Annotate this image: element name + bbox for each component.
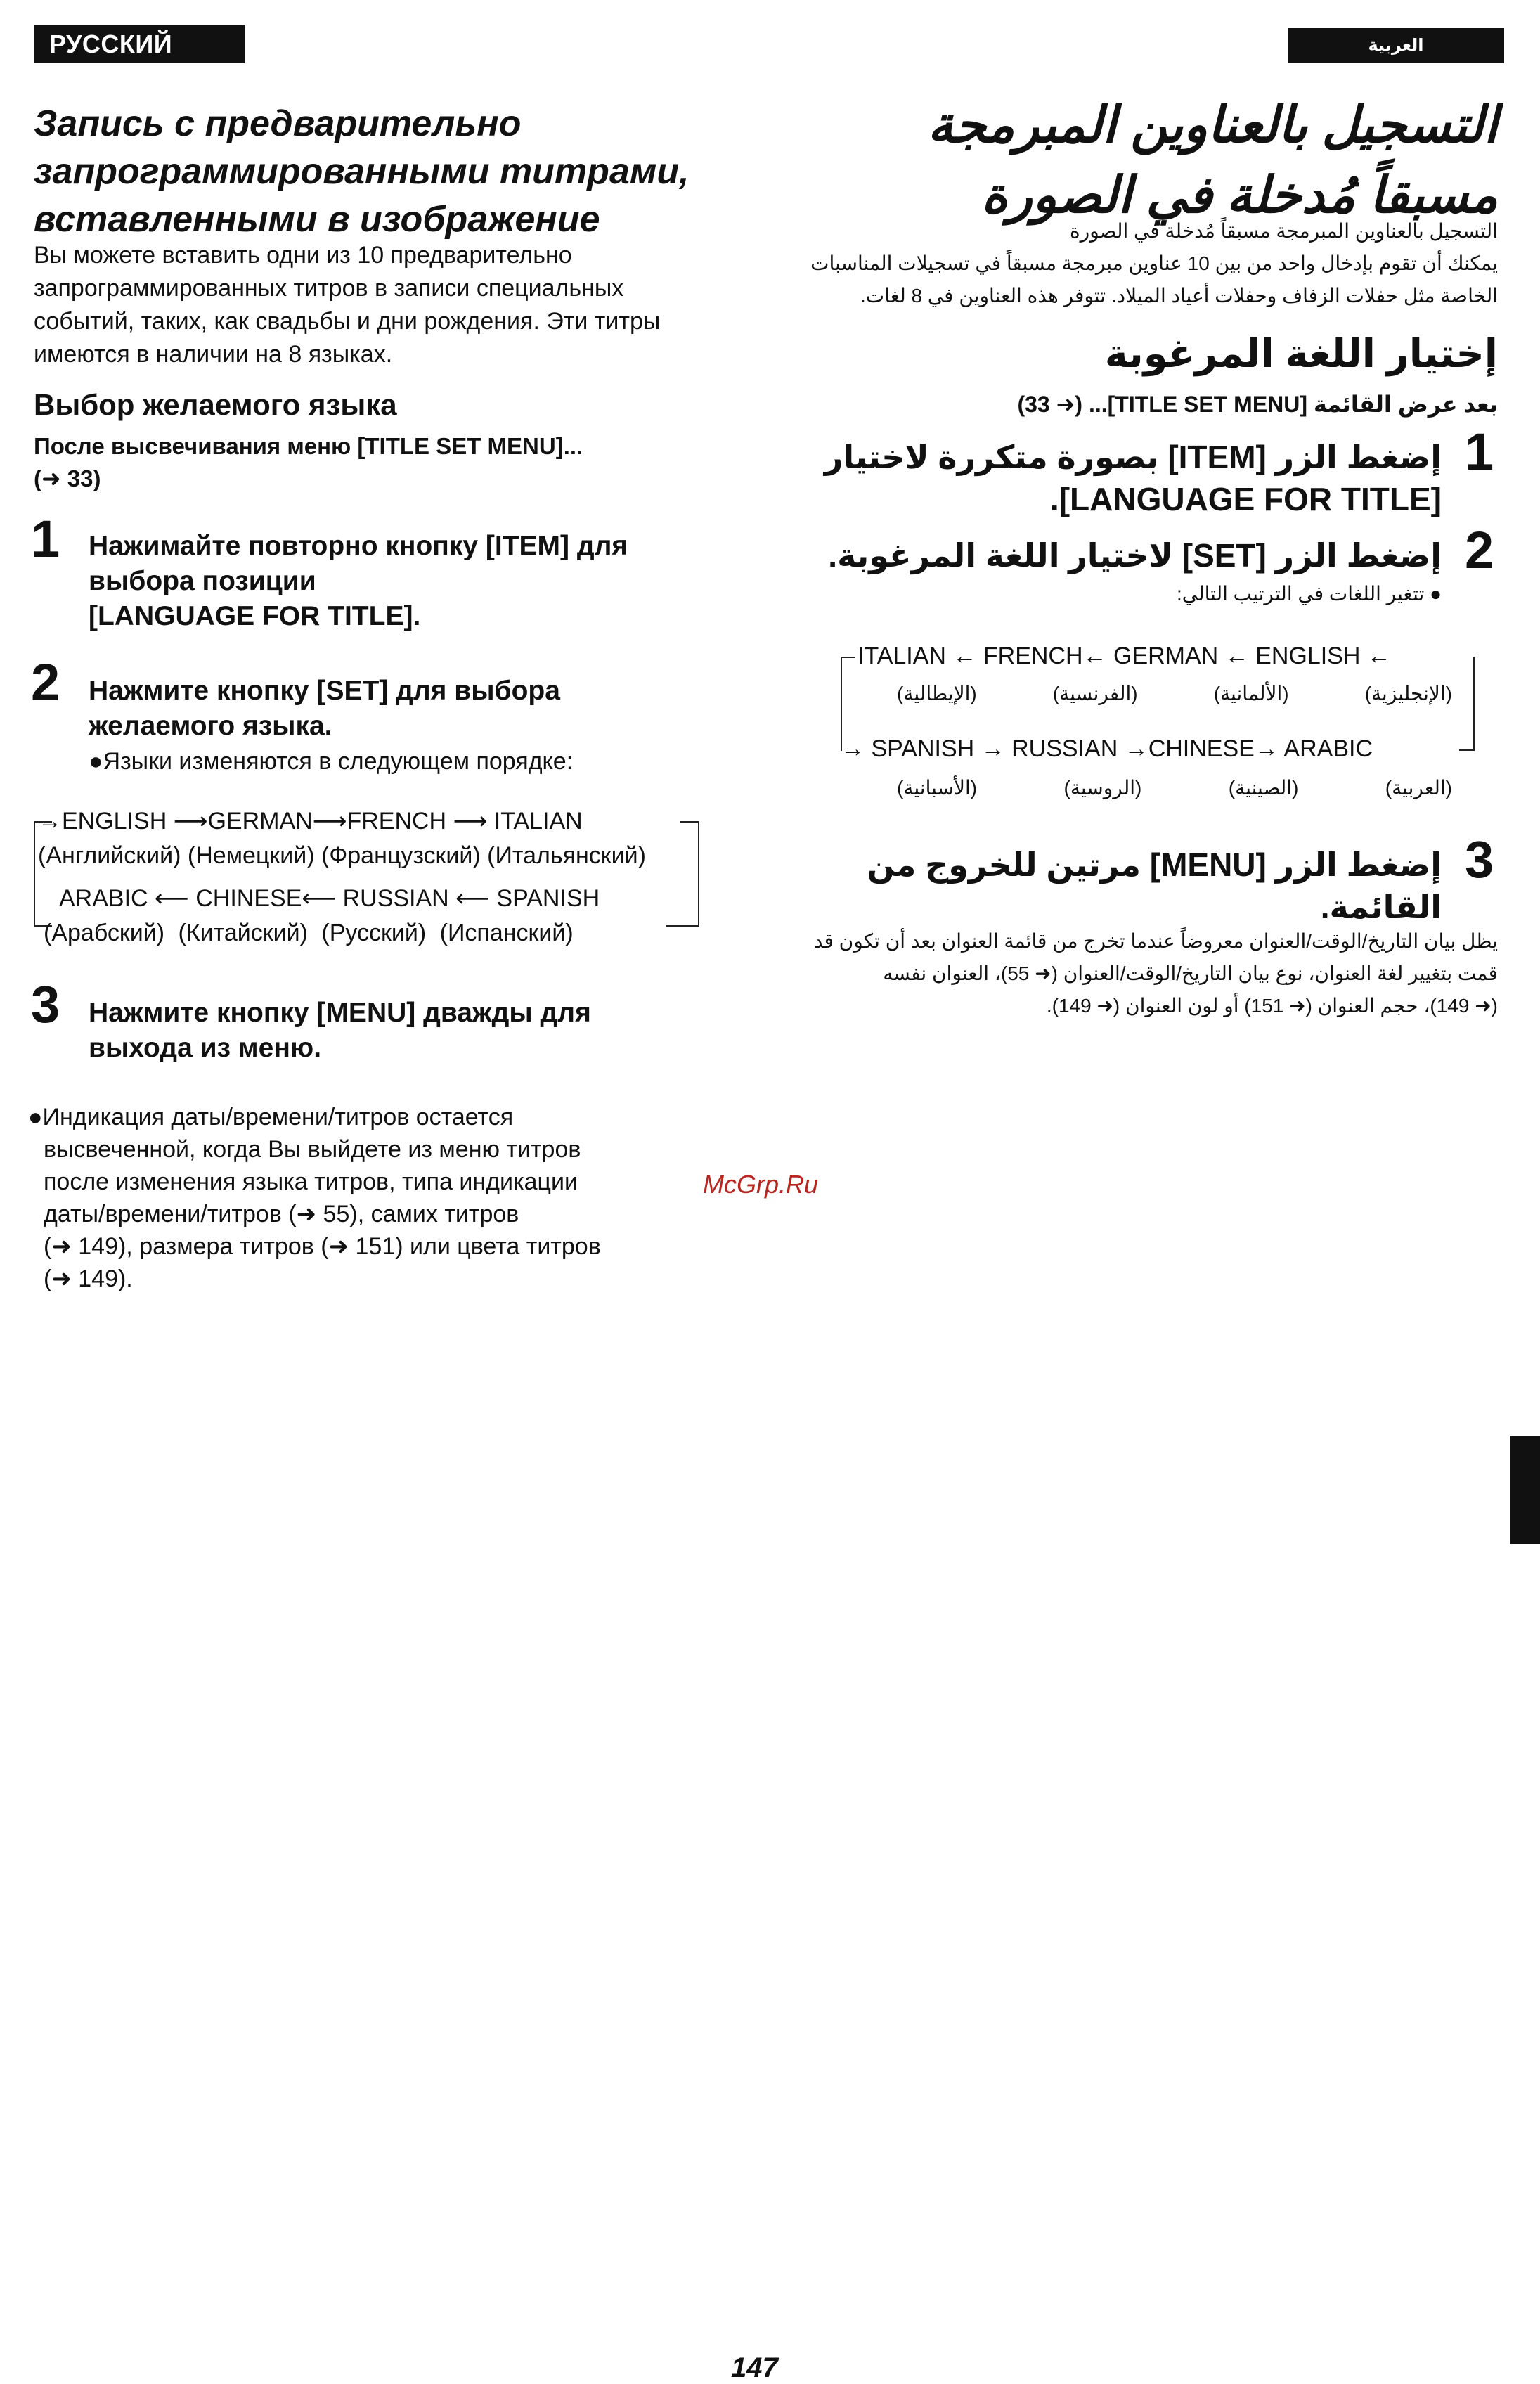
arabic-title-line: مسبقاً مُدخلة في الصورة xyxy=(981,167,1498,224)
page-number: 147 xyxy=(731,2352,778,2383)
arabic-note xyxy=(795,925,1498,1022)
russian-title xyxy=(34,100,723,243)
arabic-intro-line: يمكنك أن تقوم بإدخال واحد من بين 10 عناوين مبرمجة مسبقاً في تسجيلات المناسبات xyxy=(810,252,1498,274)
arabic-step1-number: 1 xyxy=(1465,423,1494,481)
language-english: ENGLISH xyxy=(1255,643,1361,669)
russian-title-line: запрограммированными титрами, xyxy=(34,151,690,192)
arabic-section-title: إختيار اللغة المرغوبة xyxy=(1104,331,1498,375)
language-arabic: ARABIC xyxy=(59,885,148,912)
russian-language-order-diagram xyxy=(34,801,708,956)
russian-step2-text xyxy=(89,674,721,744)
translation-spanish: (Испанский) xyxy=(439,920,574,946)
russian-step1-text xyxy=(89,529,721,634)
language-russian: RUSSIAN xyxy=(342,885,449,912)
arrow-right-icon: → xyxy=(38,808,62,835)
arrow-left-icon: ← xyxy=(1224,643,1249,669)
language-italian: ITALIAN xyxy=(858,643,946,669)
language-german: GERMAN xyxy=(1113,643,1219,669)
russian-note-line: ●Индикация даты/времени/титров остается xyxy=(28,1104,514,1130)
arabic-intro xyxy=(795,215,1498,312)
russian-step1-line: [LANGUAGE FOR TITLE]. xyxy=(89,601,421,631)
arrow-right-icon: → xyxy=(841,735,865,762)
arrow-left-icon: ⟵ xyxy=(155,885,189,912)
russian-section-subtitle-ref: (➜ 33) xyxy=(34,465,101,491)
translation-german: (الألمانية) xyxy=(1213,683,1289,704)
arrow-left-icon: ⟵ xyxy=(455,885,490,912)
arrow-right-icon: ⟶ xyxy=(312,808,347,835)
arabic-note-line: يظل بيان التاريخ/الوقت/العنوان معروضاً عندما تخرج من قائمة العنوان بعد أن تكون قد xyxy=(813,930,1498,952)
translation-english: (Английский) xyxy=(38,842,181,869)
translation-french: (Французский) xyxy=(321,842,481,869)
russian-step2-number: 2 xyxy=(31,653,60,711)
russian-note-line: (➜ 149). xyxy=(44,1265,133,1292)
arrow-right-icon: → xyxy=(981,735,1005,762)
diagram-row1 xyxy=(38,807,583,835)
arabic-language-order-diagram xyxy=(841,633,1480,801)
russian-section-subtitle-line: После высвечивания меню [TITLE SET MENU]... xyxy=(34,433,583,459)
translation-french: (الفرنسية) xyxy=(1052,683,1138,704)
russian-step1-number: 1 xyxy=(31,510,60,568)
language-french: FRENCH xyxy=(347,808,447,835)
diagram-row2-translations xyxy=(897,772,1452,804)
arabic-title xyxy=(795,90,1498,231)
russian-title-line: вставленными в изображение xyxy=(34,199,600,240)
arabic-title-line: التسجيل بالعناوين المبرمجة xyxy=(927,97,1498,153)
arabic-step3-text: إضغط الزر [MENU] مرتين للخروج من القائمة. xyxy=(867,846,1442,925)
arabic-note-line: (➜ 149)، حجم العنوان (➜ 151) أو لون العنوان (➜ 149). xyxy=(1046,995,1498,1017)
language-spanish: SPANISH xyxy=(496,885,600,912)
arabic-step1-text xyxy=(809,436,1442,520)
arabic-intro-line: التسجيل بالعناوين المبرمجة مسبقاً مُدخلة في الصورة xyxy=(1070,220,1498,242)
russian-step2-line: Нажмите кнопку [SET] для выбора xyxy=(89,676,560,706)
diagram-connector xyxy=(666,925,699,927)
diagram-row2 xyxy=(59,884,600,913)
arabic-section-subtitle: بعد عرض القائمة [TITLE SET MENU]... (➜ 33) xyxy=(1017,392,1498,417)
russian-step3-line: Нажмите кнопку [MENU] дважды для xyxy=(89,998,591,1028)
language-russian: RUSSIAN xyxy=(1011,735,1118,762)
arabic-intro-line: الخاصة مثل حفلات الزفاف وحفلات أعياد الميلاد. تتوفر هذه العناوين في 8 لغات. xyxy=(860,285,1498,307)
russian-step2-note: ●Языки изменяются в следующем порядке: xyxy=(89,748,574,775)
russian-section-subtitle xyxy=(34,430,583,495)
diagram-row1-translations xyxy=(38,842,646,870)
arrow-left-icon: ← xyxy=(1366,643,1391,669)
russian-step3-number: 3 xyxy=(31,975,60,1033)
arrow-right-icon: → xyxy=(1254,735,1279,762)
diagram-row1 xyxy=(858,643,1391,670)
translation-english: (الإنجليزية) xyxy=(1364,683,1452,704)
russian-note-line: после изменения языка титров, типа индикации xyxy=(44,1168,578,1195)
diagram-row2-translations xyxy=(44,920,574,947)
translation-arabic: (العربية) xyxy=(1385,777,1452,799)
russian-note xyxy=(28,1101,703,1295)
russian-step3-line: выхода из меню. xyxy=(89,1033,322,1063)
language-italian: ITALIAN xyxy=(493,808,583,835)
watermark: McGrp.Ru xyxy=(703,1170,819,1199)
diagram-connector xyxy=(680,821,699,823)
translation-german: (Немецкий) xyxy=(187,842,315,869)
translation-spanish: (الأسبانية) xyxy=(897,777,978,799)
language-french: FRENCH xyxy=(983,643,1083,669)
translation-russian: (الروسية) xyxy=(1063,777,1142,799)
diagram-row1-translations xyxy=(897,678,1452,710)
language-chinese: CHINESE xyxy=(1148,735,1255,762)
translation-italian: (الإيطالية) xyxy=(897,683,977,704)
translation-russian: (Русский) xyxy=(321,920,427,946)
language-spanish: SPANISH xyxy=(871,735,975,762)
diagram-connector xyxy=(841,657,855,658)
arrow-right-icon: → xyxy=(1124,735,1148,762)
russian-step1-line: Нажимайте повторно кнопку [ITEM] для xyxy=(89,531,628,561)
diagram-row2 xyxy=(841,735,1373,763)
diagram-connector xyxy=(698,821,699,925)
arabic-step2-text: إضغط الزر [SET] لاختيار اللغة المرغوبة. xyxy=(828,537,1442,574)
russian-intro: Вы можете вставить одни из 10 предварительно запрограммированных титров в записи специальных событий, таких, как свадьбы и дни рождения. Эти титры имеются в наличии на 8 языках. xyxy=(34,242,661,368)
russian-note-line: (➜ 149), размера титров (➜ 151) или цвета титров xyxy=(44,1233,601,1260)
arrow-right-icon: ⟶ xyxy=(173,808,208,835)
russian-note-line: высвеченной, когда Вы выйдете из меню титров xyxy=(44,1136,581,1163)
translation-arabic: (Арабский) xyxy=(44,920,165,946)
language-german: GERMAN xyxy=(207,808,313,835)
russian-note-line: даты/времени/титров (➜ 55), самих титров xyxy=(44,1201,519,1228)
russian-step2-line: желаемого языка. xyxy=(89,711,332,741)
arabic-step1-line: إضغط الزر [ITEM] بصورة متكررة لاختيار xyxy=(824,439,1442,475)
language-chinese: CHINESE xyxy=(195,885,302,912)
diagram-connector xyxy=(1459,749,1475,751)
russian-title-line: Запись с предварительно xyxy=(34,103,522,144)
arrow-right-icon: ⟶ xyxy=(453,808,488,835)
russian-section-title: Выбор желаемого языка xyxy=(34,388,397,421)
arabic-language-tag: العربية xyxy=(1288,28,1504,63)
diagram-connector xyxy=(34,821,35,925)
russian-step3-text xyxy=(89,996,721,1066)
translation-chinese: (الصينية) xyxy=(1228,777,1299,799)
language-english: ENGLISH xyxy=(62,808,167,835)
translation-chinese: (Китайский) xyxy=(178,920,308,946)
russian-language-tag: РУССКИЙ ЯЗЫК xyxy=(34,25,245,63)
diagram-connector xyxy=(1473,657,1475,751)
arabic-step2-note: ● تتغير اللغات في الترتيب التالي: xyxy=(1176,583,1442,605)
translation-italian: (Итальянский) xyxy=(487,842,646,869)
arabic-step3-number: 3 xyxy=(1465,830,1494,889)
russian-step1-line: выбора позиции xyxy=(89,566,316,596)
section-side-tab xyxy=(1510,1436,1540,1544)
arrow-left-icon: ← xyxy=(1082,643,1107,669)
arabic-note-line: قمت بتغيير لغة العنوان، نوع بيان التاريخ/الوقت/العنوان (➜ 55)، العنوان نفسه xyxy=(883,962,1498,984)
arabic-step1-line: [LANGUAGE FOR TITLE]. xyxy=(1049,481,1442,517)
arrow-left-icon: ⟵ xyxy=(302,885,337,912)
language-arabic: ARABIC xyxy=(1283,735,1373,762)
arrow-left-icon: ← xyxy=(952,643,977,669)
arabic-step2-number: 2 xyxy=(1465,521,1494,579)
